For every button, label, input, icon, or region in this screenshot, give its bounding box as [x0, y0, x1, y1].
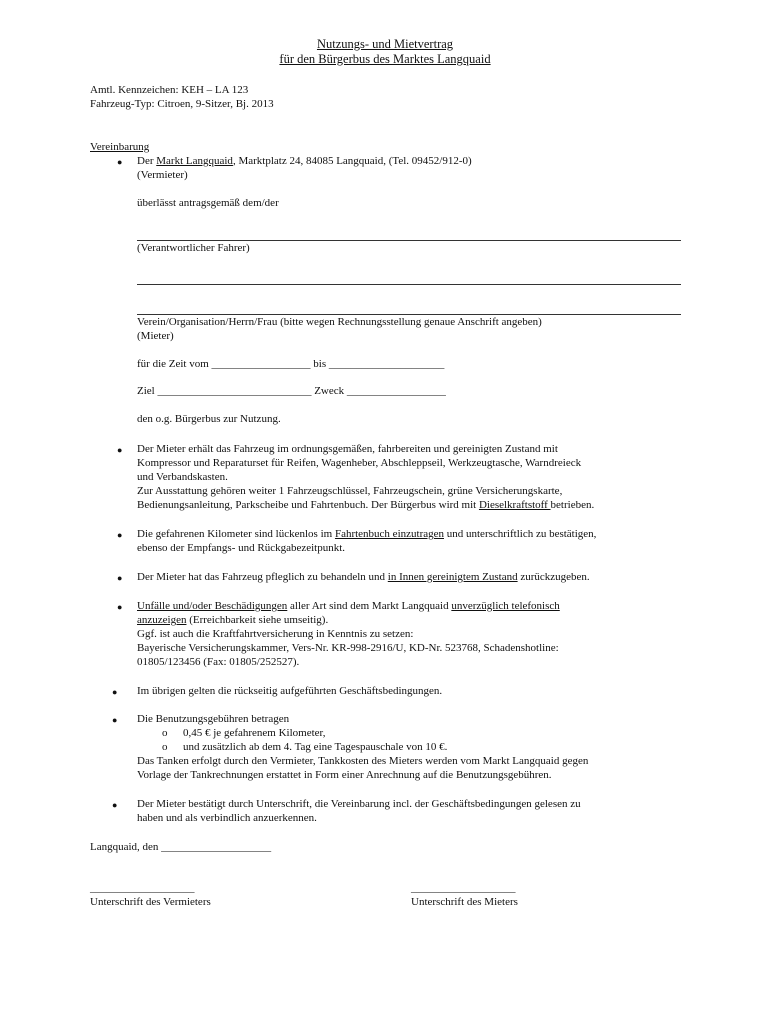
term-7-line-2: haben und als verbindlich anzuerkennen. — [137, 812, 317, 824]
term-1-line-5 — [137, 499, 594, 513]
agreement-heading: Vereinbarung — [90, 141, 150, 153]
fee-per-km: 0,45 € je gefahrenem Kilometer, — [183, 727, 326, 739]
driver-input-line[interactable] — [137, 240, 681, 241]
term-1-line-2: Kompressor und Reparaturset für Reifen, Wagenheber, Abschleppseil, Werkzeugtasche, Warndreieck — [137, 457, 582, 469]
term-2-text-end: und unterschriftlich zu bestätigen, — [444, 528, 597, 540]
term-6-line-2: Das Tanken erfolgt durch den Vermieter, Tankkosten des Mieters werden vom Markt Langquaid gegen — [137, 755, 589, 767]
term-1-line-3: und Verbandskasten. — [137, 471, 228, 483]
term-3-underlined: in Innen gereinigtem Zustand — [387, 571, 518, 583]
term-2-text: Die gefahrenen Kilometer sind lückenlos im — [137, 528, 335, 540]
tenant-input-line-2[interactable] — [137, 314, 681, 315]
period-field[interactable]: für die Zeit vom __________________ bis _____________________ — [137, 358, 445, 370]
document-subtitle: für den Bürgerbus des Marktes Langquaid — [279, 52, 491, 66]
landlord-signature-label: Unterschrift des Vermieters — [90, 896, 211, 908]
term-6-line-3: Vorlage der Tankrechnungen erstattet in Form einer Anrechnung auf die Benutzungsgebühren. — [137, 769, 552, 781]
sub-bullet: o — [162, 727, 168, 739]
tenant-input-line-1[interactable] — [137, 284, 681, 285]
landlord-role: (Vermieter) — [137, 169, 188, 181]
bullet-dot: ● — [117, 445, 123, 455]
landlord-line — [137, 155, 472, 169]
term-3-line — [137, 571, 590, 585]
term-1-line-4: Zur Ausstattung gehören weiter 1 Fahrzeugschlüssel, Fahrzeugschein, grüne Versicherungskarte, — [137, 485, 563, 497]
landlord-signature-line[interactable]: ___________________ — [90, 882, 195, 894]
vehicle-type: Fahrzeug-Typ: Citroen, 9-Sitzer, Bj. 2013 — [90, 98, 274, 110]
driver-label: (Verantwortlicher Fahrer) — [137, 242, 250, 254]
bullet-dot: ● — [112, 687, 118, 697]
bullet-dot: ● — [112, 800, 118, 810]
term-1-text-end: betrieben. — [550, 499, 595, 511]
tenant-signature-line[interactable]: ___________________ — [411, 882, 516, 894]
destination-field[interactable]: Ziel ____________________________ Zweck __________________ — [137, 385, 446, 397]
transfer-text: überlässt antragsgemäß dem/der — [137, 197, 279, 209]
landlord-address: , Marktplatz 24, 84085 Langquaid, (Tel. 09452/912-0) — [232, 155, 472, 167]
landlord-prefix: Der — [137, 155, 157, 167]
term-2-line-2: ebenso der Empfangs- und Rückgabezeitpunkt. — [137, 542, 346, 554]
term-4-line-3: Ggf. ist auch die Kraftfahrtversicherung in Kenntnis zu setzen: — [137, 628, 414, 640]
term-1-underlined: Dieselkraftstoff — [478, 499, 551, 511]
term-4-line-4: Bayerische Versicherungskammer, Vers-Nr. KR-998-2916/U, KD-Nr. 523768, Schadenshotline: — [137, 642, 559, 654]
term-3-text: Der Mieter hat das Fahrzeug pfleglich zu behandeln und — [137, 571, 388, 583]
bullet-dot: ● — [117, 573, 123, 583]
term-4-text-2: (Erreichbarkeit siehe umseitig). — [186, 614, 329, 626]
term-4-line-1 — [137, 600, 560, 614]
term-7-line-1: Der Mieter bestätigt durch Unterschrift, die Vereinbarung incl. der Geschäftsbedingungen gelesen zu — [137, 798, 581, 810]
term-2-line-1 — [137, 528, 596, 542]
landlord-name: Markt Langquaid — [156, 155, 233, 167]
term-4-underlined-1: Unfälle und/oder Beschädigungen — [137, 600, 288, 612]
term-3-text-end: zurückzugeben. — [517, 571, 590, 583]
bullet-dot: ● — [112, 715, 118, 725]
term-1-line-1: Der Mieter erhält das Fahrzeug im ordnungsgemäßen, fahrbereiten und gereinigten Zustand mit — [137, 443, 558, 455]
term-6-line-1: Die Benutzungsgebühren betragen — [137, 713, 290, 725]
tenant-role: (Mieter) — [137, 330, 174, 342]
place-date-field[interactable]: Langquaid, den ____________________ — [90, 841, 272, 853]
bullet-dot: ● — [117, 602, 123, 612]
term-4-line-5: 01805/123456 (Fax: 01805/252527). — [137, 656, 300, 668]
term-4-line-2 — [137, 614, 328, 628]
term-4-text: aller Art sind dem Markt Langquaid — [287, 600, 452, 612]
tenant-signature-label: Unterschrift des Mieters — [411, 896, 518, 908]
term-5-line: Im übrigen gelten die rückseitig aufgeführten Geschäftsbedingungen. — [137, 685, 443, 697]
fee-daily: und zusätzlich ab dem 4. Tag eine Tagespauschale von 10 €. — [183, 741, 448, 753]
term-2-underlined: Fahrtenbuch einzutragen — [334, 528, 444, 540]
bullet-dot: ● — [117, 530, 123, 540]
sub-bullet: o — [162, 741, 168, 753]
bullet-dot: ● — [117, 157, 123, 167]
term-4-underlined-2: unverzüglich telefonisch — [451, 600, 560, 612]
usage-text: den o.g. Bürgerbus zur Nutzung. — [137, 413, 281, 425]
tenant-label: Verein/Organisation/Herrn/Frau (bitte wegen Rechnungsstellung genaue Anschrift angeben) — [137, 316, 542, 328]
term-4-underlined-3: anzuzeigen — [137, 614, 187, 626]
vehicle-plate: Amtl. Kennzeichen: KEH – LA 123 — [90, 84, 249, 96]
document-title: Nutzungs- und Mietvertrag — [316, 37, 454, 51]
term-1-text: Bedienungsanleitung, Parkscheibe und Fahrtenbuch. Der Bürgerbus wird mit — [137, 499, 479, 511]
